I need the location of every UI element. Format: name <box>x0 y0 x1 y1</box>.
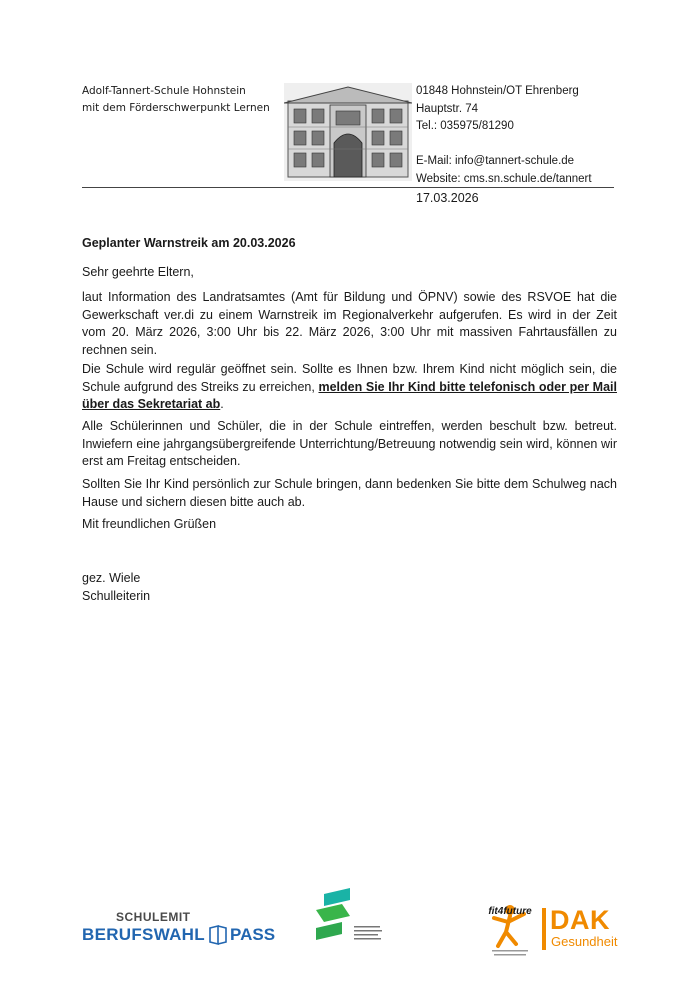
dak-gesundheit-logo <box>542 906 622 952</box>
school-name-line1: Adolf-Tannert-Schule Hohnstein <box>82 85 246 97</box>
website: Website: cms.sn.schule.de/tannert <box>416 172 592 185</box>
paragraph-2 <box>82 361 617 414</box>
paragraph-2-start: Die Schule wird regulär geöffnet sein. Sollte es Ihnen bzw. Ihrem Kind nicht möglich sein, die Schule aufgrund des Streiks zu erreichen, <box>82 362 617 394</box>
saxony-ministry-logo <box>316 888 386 948</box>
closing: Mit freundlichen Grüßen <box>82 517 217 531</box>
dak-accent-bar <box>542 908 546 950</box>
paragraph-2-end: . <box>220 397 224 412</box>
fit4future-logo <box>480 902 540 958</box>
paragraph-3: Alle Schülerinnen und Schüler, die in der Schule eintreffen, werden beschult bzw. betreut. Inwiefern eine jahrgangsübergreifende Unterrichtung/Betreuung notwendig sein wird, können wir erst am Freitag entscheiden. <box>82 419 617 469</box>
address-block <box>416 83 592 188</box>
phone: Tel.: 035975/81290 <box>416 120 514 132</box>
berufswahlpass-right: PASS <box>230 925 276 944</box>
email: E-Mail: info@tannert-schule.de <box>416 155 575 167</box>
address-line1: 01848 Hohnstein/OT Ehrenberg <box>416 85 579 97</box>
header-divider <box>82 187 614 188</box>
berufswahlpass-left: BERUFSWAHL <box>82 925 205 944</box>
letter-subject: Geplanter Warnstreik am 20.03.2026 <box>82 236 296 250</box>
fit4future-wordmark: fit4future <box>488 906 532 917</box>
school-building-image <box>284 83 412 186</box>
berufswahlpass-logo <box>82 910 292 952</box>
paragraph-4: Sollten Sie Ihr Kind persönlich zur Schule bringen, dann bedenken Sie bitte dem Schulweg nach Hause und sichern diesen bitte auch ab. <box>82 477 617 509</box>
school-name <box>82 83 270 117</box>
salutation: Sehr geehrte Eltern, <box>82 265 194 279</box>
signature-name: gez. Wiele <box>82 571 141 585</box>
dak-wordmark: DAK <box>550 905 610 935</box>
paragraph-2-emphasis: melden Sie Ihr Kind bitte telefonisch oder per Mail über das Sekretariat ab <box>82 379 617 412</box>
address-line2: Hauptstr. 74 <box>416 102 479 115</box>
signature <box>82 570 150 605</box>
berufswahlpass-top: SCHULEMIT <box>116 910 191 924</box>
school-name-line2: mit dem Förderschwerpunkt Lernen <box>82 102 270 114</box>
dak-subtitle: Gesundheit <box>551 934 618 949</box>
letter-date: 17.03.2026 <box>416 191 479 205</box>
signature-title: Schulleiterin <box>82 588 151 603</box>
pass-booklet-icon <box>208 924 228 946</box>
paragraph-1: laut Information des Landratsamtes (Amt für Bildung und ÖPNV) sowie des RSVOE hat die Gewerkschaft ver.di zu einem Warnstreik im Regionalverkehr aufgerufen. Es wird in der Zeit vom 20. März 2026, 3:00 Uhr bis 22. März 2026, 3:00 Uhr mit massiven Fahrtausfällen zu rechnen sein. <box>82 290 617 357</box>
